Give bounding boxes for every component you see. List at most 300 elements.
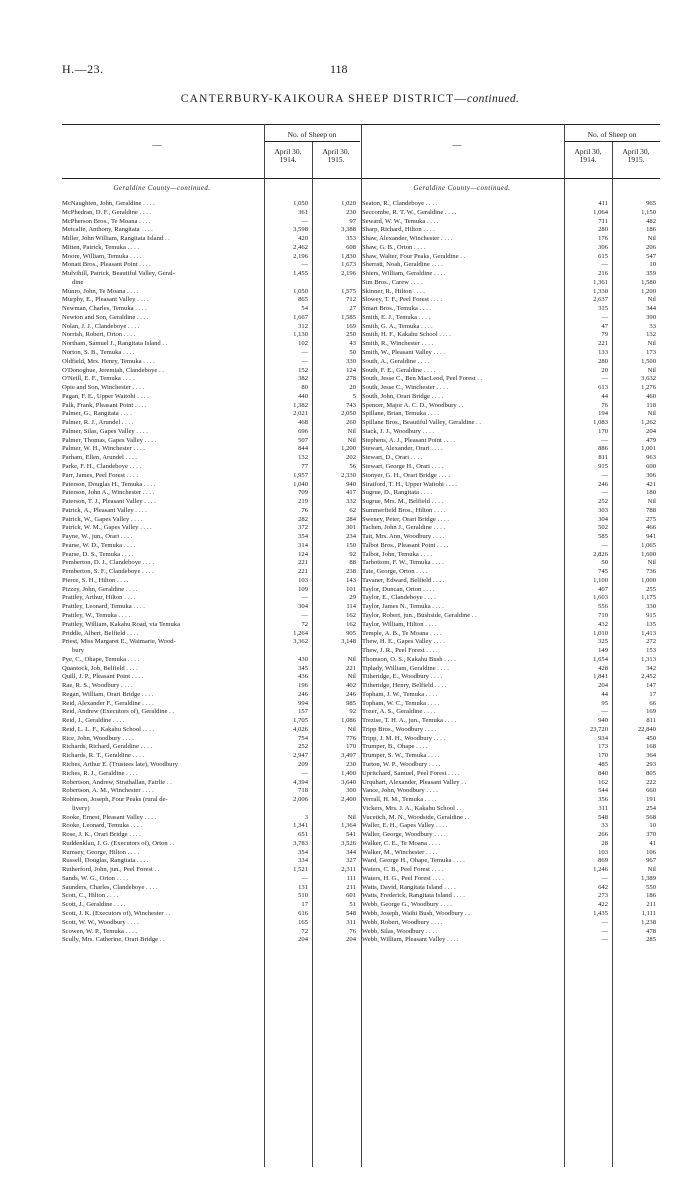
owner-name: Rose, J. K., Orari Bridge . . . . (62, 831, 141, 839)
owner-name: Summerfield Bros., Hilton . . . . (362, 506, 446, 514)
owner-name: Pye, C., Ohape, Temuka . . . . (62, 655, 140, 663)
table-row (62, 375, 358, 384)
table-row (362, 814, 658, 823)
sheep-1914: 1,455 (293, 270, 308, 278)
sheep-1915: 202 (346, 454, 356, 462)
right-section-title: Geraldine County—continued. (413, 185, 511, 192)
table-row (62, 805, 358, 814)
sheep-1915: 204 (646, 427, 656, 435)
sheep-1914: 3 (304, 813, 308, 821)
sheep-1914: — (601, 471, 608, 479)
sheep-1915: 300 (346, 787, 356, 795)
table-row (62, 542, 358, 551)
table-row (362, 437, 658, 446)
owner-name: Spillane Bros., Beautiful Valley, Geraldine . . (362, 419, 482, 427)
table-row (362, 402, 658, 411)
owner-name: Urquhart, Alexander, Pleasant Valley . . (362, 778, 467, 786)
sheep-1915: 186 (646, 892, 656, 900)
sheep-1915: Nil (347, 427, 356, 435)
owner-name: Stratford, T. H., Upper Waitohi . . . . (362, 480, 458, 488)
sheep-1915: 805 (646, 769, 656, 777)
table-row (62, 901, 358, 910)
sheep-1915: 50 (349, 349, 356, 357)
table-row (362, 849, 658, 858)
sheep-1914: — (301, 357, 308, 365)
owner-name: Verrall, H. M., Temuka . . . . (362, 796, 437, 804)
sheep-1914: 613 (598, 384, 608, 392)
sheep-1915: 230 (346, 761, 356, 768)
sheep-1914: — (301, 611, 308, 619)
owner-name: South, F. E., Geraldine . . . . (362, 366, 436, 374)
table-row (362, 665, 658, 674)
table-row (362, 796, 658, 805)
sheep-1915: 478 (646, 927, 656, 935)
table-row (362, 630, 658, 639)
sheep-1914: 103 (298, 576, 308, 584)
sheep-1914: 133 (598, 349, 608, 357)
table-row (62, 779, 358, 788)
sheep-1915: 1,065 (641, 541, 656, 549)
sheep-1914: 430 (298, 655, 308, 663)
owner-name: Webb, William, Pleasant Valley . . . . (362, 936, 459, 944)
sheep-1915: 101 (346, 585, 356, 593)
sheep-1915: 940 (346, 480, 356, 488)
sheep-1914: 312 (298, 322, 308, 330)
owner-name: Seaton, R., Clandeboye . . . . (362, 200, 438, 207)
sheep-1915: 169 (646, 708, 656, 716)
owner-name: Scott, W. W., Woodbury . . . . (62, 918, 139, 926)
sheep-1915: 541 (346, 831, 356, 839)
sheep-1915: 170 (346, 743, 356, 751)
sheep-1914: 1,130 (293, 331, 308, 339)
owner-name: Pemberton, D. J., Clandeboye . . . . (62, 559, 155, 567)
owner-name: South, A., Geraldine . . . . (362, 357, 430, 365)
table-row (362, 559, 658, 568)
sheep-1915: 180 (646, 489, 656, 497)
sheep-1915: 332 (346, 498, 356, 506)
table-row (62, 743, 358, 752)
owner-name: Scowen, W. P., Temuka . . . . (62, 927, 138, 935)
owner-name: O'Neill, E. F., Temuka . . . . (62, 375, 135, 383)
owner-name: Talbot, John, Temuka . . . . (362, 550, 433, 558)
sheep-1915: Nil (347, 673, 356, 681)
table-row (62, 726, 358, 735)
sheep-1915: 965 (646, 200, 656, 207)
table-row (362, 770, 658, 779)
table-row (362, 673, 658, 682)
table-row (62, 928, 358, 937)
sheep-1914: 1,521 (293, 866, 308, 874)
table-row (362, 340, 658, 349)
sheep-1915: 275 (646, 515, 656, 523)
sheep-1915: 147 (646, 682, 656, 690)
sheep-1914: 1,246 (593, 866, 608, 874)
sheep-1915: 1,001 (641, 445, 656, 453)
table-row (62, 936, 358, 945)
table-row (362, 779, 658, 788)
sheep-1914: 886 (598, 445, 608, 453)
sheep-1915: Nil (347, 436, 356, 444)
sheep-1915: 284 (346, 515, 356, 523)
owner-name: Norrish, Robert, Orton . . . . (62, 331, 136, 339)
sheep-1915: 173 (646, 349, 656, 357)
sheep-1914: 4,394 (293, 778, 308, 786)
owner-name: Moore, William, Temuka . . . . (62, 252, 142, 260)
right-col2-header: April 30, 1915. (622, 147, 650, 164)
table-row (362, 516, 658, 525)
sheep-1915: 17 (649, 690, 656, 698)
sheep-1914: 315 (598, 305, 608, 313)
sheep-1915: 2,050 (341, 410, 356, 418)
table-row (362, 743, 658, 752)
sheep-1915: 1,364 (341, 822, 356, 830)
sheep-1915: 250 (346, 331, 356, 339)
owner-name: Vucetich, M. N., Woodside, Geraldine . . (362, 813, 470, 821)
owner-name: Pemberton, S. F., Clandeboye . . . . (62, 568, 154, 576)
table-row (62, 700, 358, 709)
sheep-1915: 547 (646, 252, 656, 260)
table-row (62, 358, 358, 367)
owner-name: Priest, Miss Margaret E., Waimarie, Wood- (62, 638, 176, 646)
sheep-1914: 1,083 (593, 419, 608, 427)
sheep-1914: 3,783 (293, 839, 308, 847)
sheep-1914: 306 (598, 243, 608, 251)
sheep-1914: 28 (601, 839, 608, 847)
owner-name: Tarbottom, F. W., Temuka . . . . (362, 559, 444, 567)
table-row (62, 279, 358, 288)
table-row (362, 270, 658, 279)
sheep-1914: — (601, 375, 608, 383)
sheep-1914: 4,026 (293, 725, 308, 733)
table-row (62, 533, 358, 542)
table-row (62, 840, 358, 849)
sheep-1914: 246 (598, 480, 608, 488)
owner-name: Rooke, Ernest, Pleasant Valley . . . . (62, 813, 157, 821)
sheep-1915: 3,640 (341, 778, 356, 786)
table-row (362, 910, 658, 919)
table-row (362, 752, 658, 761)
sheep-1915: 417 (346, 489, 356, 497)
title-main: CANTERBURY-KAIKOURA SHEEP DISTRICT— (180, 93, 468, 105)
sheep-1915: 118 (646, 401, 656, 409)
owner-name: Thew, H. E., Gapes Valley . . . . (362, 638, 445, 646)
sheep-1915: 260 (346, 419, 356, 427)
sheep-1915: 211 (346, 883, 356, 891)
sheep-1914: 157 (298, 708, 308, 716)
table-row (62, 673, 358, 682)
table-row (362, 577, 658, 586)
sheep-1914: 869 (598, 857, 608, 865)
table-row (62, 393, 358, 402)
sheep-1914: 1,667 (293, 313, 308, 321)
sheep-1914: 1,264 (293, 629, 308, 637)
left-group-header: No. of Sheep on (287, 130, 337, 139)
right-name-header: — (452, 140, 462, 150)
table-row (362, 481, 658, 490)
sheep-1914: 844 (298, 445, 308, 453)
sheep-1914: 252 (298, 743, 308, 751)
table-row (362, 761, 658, 770)
table-row (362, 866, 658, 875)
sheep-1914: 422 (598, 901, 608, 909)
owner-name: Tozer, A. S., Geraldine . . . . (362, 708, 436, 716)
owner-name: Priddle, Albert, Belfield . . . . (62, 629, 139, 637)
sheep-1914: 934 (598, 734, 608, 742)
table-row (62, 410, 358, 419)
owner-name: Parke, F. H., Clandeboye . . . . (62, 462, 142, 470)
owner-name: Waller, George, Woodbury . . . . (362, 831, 446, 839)
sheep-1914: 2,462 (293, 243, 308, 251)
owner-name: Pearse, D. S., Temuka . . . . (62, 550, 134, 558)
table-row (62, 218, 358, 227)
owner-name: Russell, Douglas, Rangitata . . . . (62, 857, 149, 865)
table-row (62, 305, 358, 314)
owner-name: Parr, James, Peel Forest . . . . (62, 471, 139, 479)
table-row (62, 253, 358, 262)
table-row (362, 253, 658, 262)
sheep-1915: 915 (646, 611, 656, 619)
sheep-1915: 2,400 (341, 796, 356, 804)
sheep-1915: 222 (646, 778, 656, 786)
sheep-1915: 342 (646, 664, 656, 672)
table-row (362, 551, 658, 560)
table-row (362, 656, 658, 665)
table-row (62, 437, 358, 446)
table-row (362, 568, 658, 577)
sheep-1915: 114 (346, 603, 356, 611)
sheep-1915: 1,000 (641, 576, 656, 584)
sheep-1914: 280 (598, 357, 608, 365)
owner-name: Spillane, Brian, Temuka . . . . (362, 410, 440, 418)
sheep-1915: 206 (646, 243, 656, 251)
sheep-1914: 95 (601, 699, 608, 707)
sheep-1914: 204 (298, 936, 308, 944)
sheep-1915: 10 (649, 261, 656, 269)
sheep-1914: 162 (598, 778, 608, 786)
sheep-1915: 548 (346, 910, 356, 918)
sheep-1915: 1,262 (641, 419, 656, 427)
sheep-1914: 1,050 (293, 200, 308, 207)
owner-name: Paterson, Douglas H., Temuka . . . . (62, 480, 156, 488)
owner-name: Tripp, J. M. H., Woodbury . . . . (362, 734, 446, 742)
sheep-1914: 72 (301, 620, 308, 628)
sheep-1915: 2,311 (341, 866, 356, 874)
sheep-1915: 221 (346, 664, 356, 672)
table-row (62, 568, 358, 577)
table-row (362, 717, 658, 726)
table-row (362, 384, 658, 393)
owner-name: Scully, Mrs. Catherine, Orari Bridge . . (62, 936, 165, 944)
owner-name: Robertson, Andrew, Strathallan, Fairlie . . (62, 778, 172, 786)
owner-name: Topham, J. W., Temuka . . . . (362, 690, 438, 698)
sheep-1914: 840 (598, 769, 608, 777)
sheep-1914: 865 (298, 296, 308, 304)
sheep-1914: 745 (598, 568, 608, 576)
table-row (362, 621, 658, 630)
table-row (362, 928, 658, 937)
owner-name: Sands, W. G., Orton . . . . (62, 874, 129, 882)
sheep-1914: 1,705 (293, 717, 308, 725)
sheep-1914: 170 (598, 427, 608, 435)
sheep-1915: 364 (646, 752, 656, 760)
owner-name: Tate, George, Orton . . . . (362, 568, 428, 576)
table-row (62, 814, 358, 823)
owner-name: Stephens, A. J., Pleasant Point . . . . (362, 436, 456, 444)
owner-name: Tavaner, Edward, Belfield . . . . (362, 576, 445, 584)
table-row (62, 419, 358, 428)
owner-name: Taylor, Robert, jun., Bushside, Geraldine . . (362, 611, 477, 619)
table-row (362, 428, 658, 437)
table-row (362, 542, 658, 551)
sheep-1914: 548 (598, 813, 608, 821)
owner-name: Waters, C. B., Peel Forest . . . . (362, 866, 444, 874)
owner-name: Metcalfe, Anthony, Rangitata . . . . (62, 226, 153, 234)
sheep-1915: 1,500 (641, 357, 656, 365)
table-row (362, 200, 658, 209)
table-row (62, 261, 358, 270)
sheep-1915: 608 (346, 243, 356, 251)
sheep-1915: 967 (646, 857, 656, 865)
sheep-1915: 1,111 (641, 910, 656, 918)
sheep-1914: 485 (598, 761, 608, 768)
sheep-1914: 221 (298, 568, 308, 576)
owner-name: Patrick, W. M., Gapes Valley . . . . (62, 524, 152, 532)
table-row (362, 875, 658, 884)
sheep-1914: 17 (301, 901, 308, 909)
owner-name: Patrick, A., Pleasant Valley . . . . (62, 506, 147, 514)
sheep-1914: — (601, 927, 608, 935)
table-row (362, 831, 658, 840)
sheep-1915: 211 (646, 901, 656, 909)
sheep-1914: — (601, 313, 608, 321)
sheep-1915: 43 (349, 340, 356, 348)
sheep-1914: 642 (598, 883, 608, 891)
table-row (362, 524, 658, 533)
table-row (62, 910, 358, 919)
table-row (62, 875, 358, 884)
sheep-1915: 10 (649, 822, 656, 830)
sheep-1914: 1,382 (293, 401, 308, 409)
sheep-1915: 56 (349, 462, 356, 470)
sheep-1915: 76 (349, 927, 356, 935)
table-row (362, 735, 658, 744)
table-row (62, 621, 358, 630)
sheep-1915: 272 (646, 638, 656, 646)
owner-name: Seward, W. W., Temuka . . . . (362, 217, 439, 225)
table-row (62, 866, 358, 875)
sheep-1915: 22,840 (637, 725, 656, 733)
sheep-1914: 304 (598, 515, 608, 523)
table-row (362, 594, 658, 603)
sheep-1915: 306 (646, 471, 656, 479)
owner-name: Taylor, Duncan, Orton . . . . (362, 585, 435, 593)
sheep-1914: 1,341 (293, 822, 308, 830)
owner-name: Quill, J. P., Pleasant Point . . . . (62, 673, 144, 681)
sheep-1914: 311 (598, 804, 608, 812)
owner-name: Sugrue, Mrs. M., Belfield . . . . (362, 498, 444, 506)
table-row (62, 226, 358, 235)
sheep-1914: — (601, 541, 608, 549)
sheep-1915: 150 (346, 541, 356, 549)
sheep-1915: 106 (646, 848, 656, 856)
table-row (62, 402, 358, 411)
table-row (362, 375, 658, 384)
sheep-1915: 301 (346, 524, 356, 532)
table-row (62, 708, 358, 717)
table-row (62, 857, 358, 866)
owner-name: Palmer, R. J., Arundel . . . . (62, 419, 134, 427)
owner-name: Watts, Frederick, Rangitata Island . . . . (362, 892, 465, 900)
page-header (62, 62, 540, 76)
sheep-1914: 411 (598, 200, 608, 207)
sheep-1914: 696 (298, 427, 308, 435)
sheep-1915: 5 (352, 392, 356, 400)
owner-name: Shaw, G. B., Orton . . . . (362, 243, 426, 251)
owner-name: Webb, Silas, Woodbury . . . . (362, 927, 438, 935)
table-row (362, 314, 658, 323)
owner-name: Oldfield, Mrs. Henry, Temuka . . . . (62, 357, 155, 365)
sheep-1914: 1,330 (593, 287, 608, 295)
owner-name: Waters, H. G., Peel Forest . . . . (362, 874, 444, 882)
left-section-title: Geraldine County—continued. (113, 185, 211, 192)
sheep-1914: 468 (298, 419, 308, 427)
owner-name: Patrick, W., Gapes Valley . . . . (62, 515, 143, 523)
sheep-1915: 135 (646, 620, 656, 628)
table-row (362, 533, 658, 542)
table-row (362, 805, 658, 814)
table-row (362, 419, 658, 428)
table-row (62, 656, 358, 665)
document-reference: H.—23. (62, 62, 104, 76)
owner-name: Newman, Charles, Temuka . . . . (62, 305, 147, 313)
sheep-1915: 3,526 (341, 839, 356, 847)
table-row (362, 367, 658, 376)
sheep-1915: 92 (349, 550, 356, 558)
sheep-1915: 743 (346, 401, 356, 409)
table-row (62, 516, 358, 525)
sheep-1914: 44 (601, 690, 608, 698)
sheep-1914: 502 (598, 524, 608, 532)
table-row (362, 691, 658, 700)
sheep-1915: 344 (646, 305, 656, 313)
sheep-1914: 811 (598, 454, 608, 462)
table-row (62, 787, 358, 796)
table-row (62, 577, 358, 586)
owner-name: Payne, W., jun., Orari . . . . (62, 533, 133, 541)
owner-name: Shaw, Walter, Four Peaks, Geraldine . . (362, 252, 466, 260)
sheep-1914: 132 (298, 454, 308, 462)
left-name-header: — (152, 140, 162, 150)
right-table-body (362, 200, 658, 945)
sheep-1915: 985 (346, 699, 356, 707)
sheep-1915: 421 (646, 480, 656, 488)
owner-name: Palmer, G., Rangitata . . . . (62, 410, 132, 418)
table-row (362, 682, 658, 691)
owner-name: Rutherford, John, jun., Peel Forest . . (62, 866, 160, 874)
table-row (362, 323, 658, 332)
table-row (62, 349, 358, 358)
sheep-1914: 754 (298, 734, 308, 742)
table-row (362, 410, 658, 419)
sheep-1915: 330 (646, 603, 656, 611)
sheep-1914: 109 (298, 585, 308, 593)
table-row (62, 524, 358, 533)
sheep-1915: 1,200 (641, 287, 656, 295)
table-row (62, 717, 358, 726)
owner-name: McNaughten, John, Geraldine . . . . (62, 200, 155, 207)
sheep-1915: 2,330 (341, 471, 356, 479)
sheep-1915: 1,413 (641, 629, 656, 637)
